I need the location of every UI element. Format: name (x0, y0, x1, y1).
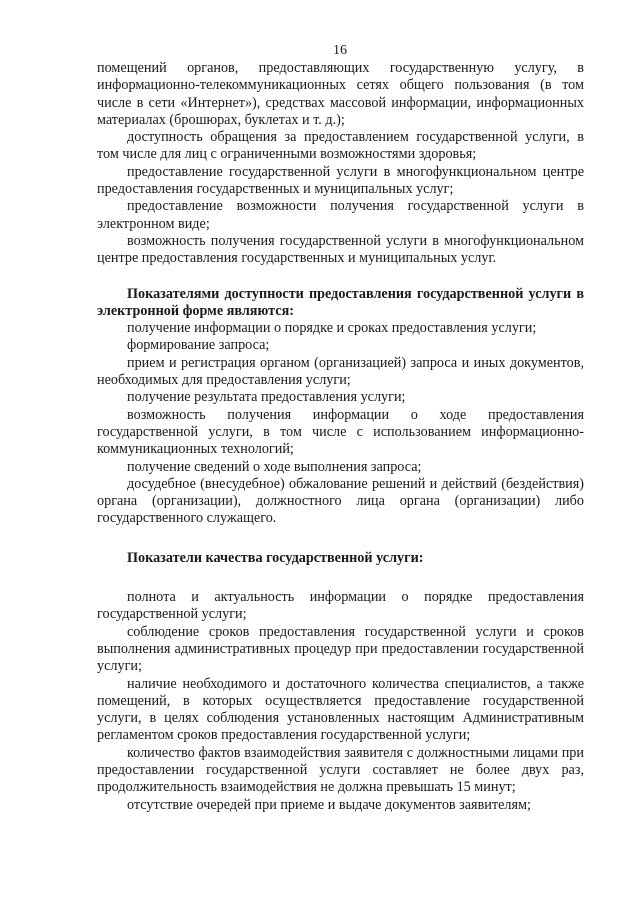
paragraph-result-receipt: получение результата предоставления услуги; (127, 389, 406, 406)
paragraph-mfc-provision: предоставление государственной услуги в многофункциональном центре предоставления государственных и муниципальных услуг; (97, 163, 584, 198)
paragraph-appeal: досудебное (внесудебное) обжалование решений и действий (бездействия) органа (организации), должностного лица органа (организации) либо государственного служащего. (97, 475, 584, 527)
paragraph-info-placement: помещений органов, предоставляющих государственную услугу, в информационно-телекоммуникационных сетях общего пользования (в том числе в сети «Интернет»), средствах массовой информации, информационных материалах (брошюрах, буклетах и т. д.); (97, 60, 584, 128)
paragraph-accessibility: доступность обращения за предоставлением государственной услуги, в том числе для лиц с ограниченными возможностями здоровья; (97, 129, 584, 163)
page-number: 16 (333, 43, 347, 58)
heading-electronic-indicators: Показателями доступности предоставления государственной услуги в электронной форме являются: (97, 285, 584, 319)
paragraph-info-completeness: полнота и актуальность информации о порядке предоставления государственной услуги; (97, 589, 584, 623)
paragraph-progress-info: возможность получения информации о ходе предоставления государственной услуги, в том числе с использованием информационно-коммуникационных технологий; (97, 406, 584, 458)
paragraph-interactions: количество фактов взаимодействия заявителя с должностными лицами при предоставлении государственной услуги составляет не более двух раз, продолжительность взаимодействия не должна превышать 15 минут; (97, 744, 584, 796)
paragraph-electronic-provision: предоставление возможности получения государственной услуги в электронном виде; (97, 198, 584, 232)
paragraph-deadlines: соблюдение сроков предоставления государственной услуги и сроков выполнения административных процедур при предоставлении государственной услуги; (97, 623, 584, 675)
paragraph-request-registration: прием и регистрация органом (организацией) запроса и иных документов, необходимых для предоставления услуги; (97, 354, 584, 389)
paragraph-mfc-possibility: возможность получения государственной услуги в многофункциональном центре предоставления государственных и муниципальных услуг. (97, 232, 584, 267)
paragraph-request-forming: формирование запроса; (127, 337, 270, 354)
heading-quality-indicators: Показатели качества государственной услуги: (127, 549, 424, 566)
paragraph-info-order: получение информации о порядке и сроках предоставления услуги; (127, 320, 537, 337)
document-body (97, 60, 584, 814)
paragraph-request-status: получение сведений о ходе выполнения запроса; (127, 458, 422, 475)
paragraph-no-queues: отсутствие очередей при приеме и выдаче документов заявителям; (127, 796, 531, 813)
paragraph-specialists: наличие необходимого и достаточного количества специалистов, а также помещений, в которых осуществляется предоставление государственной услуги, в целях соблюдения установленных настоящим Административным регламентом сроков предоставления государственной услуги; (97, 675, 584, 744)
